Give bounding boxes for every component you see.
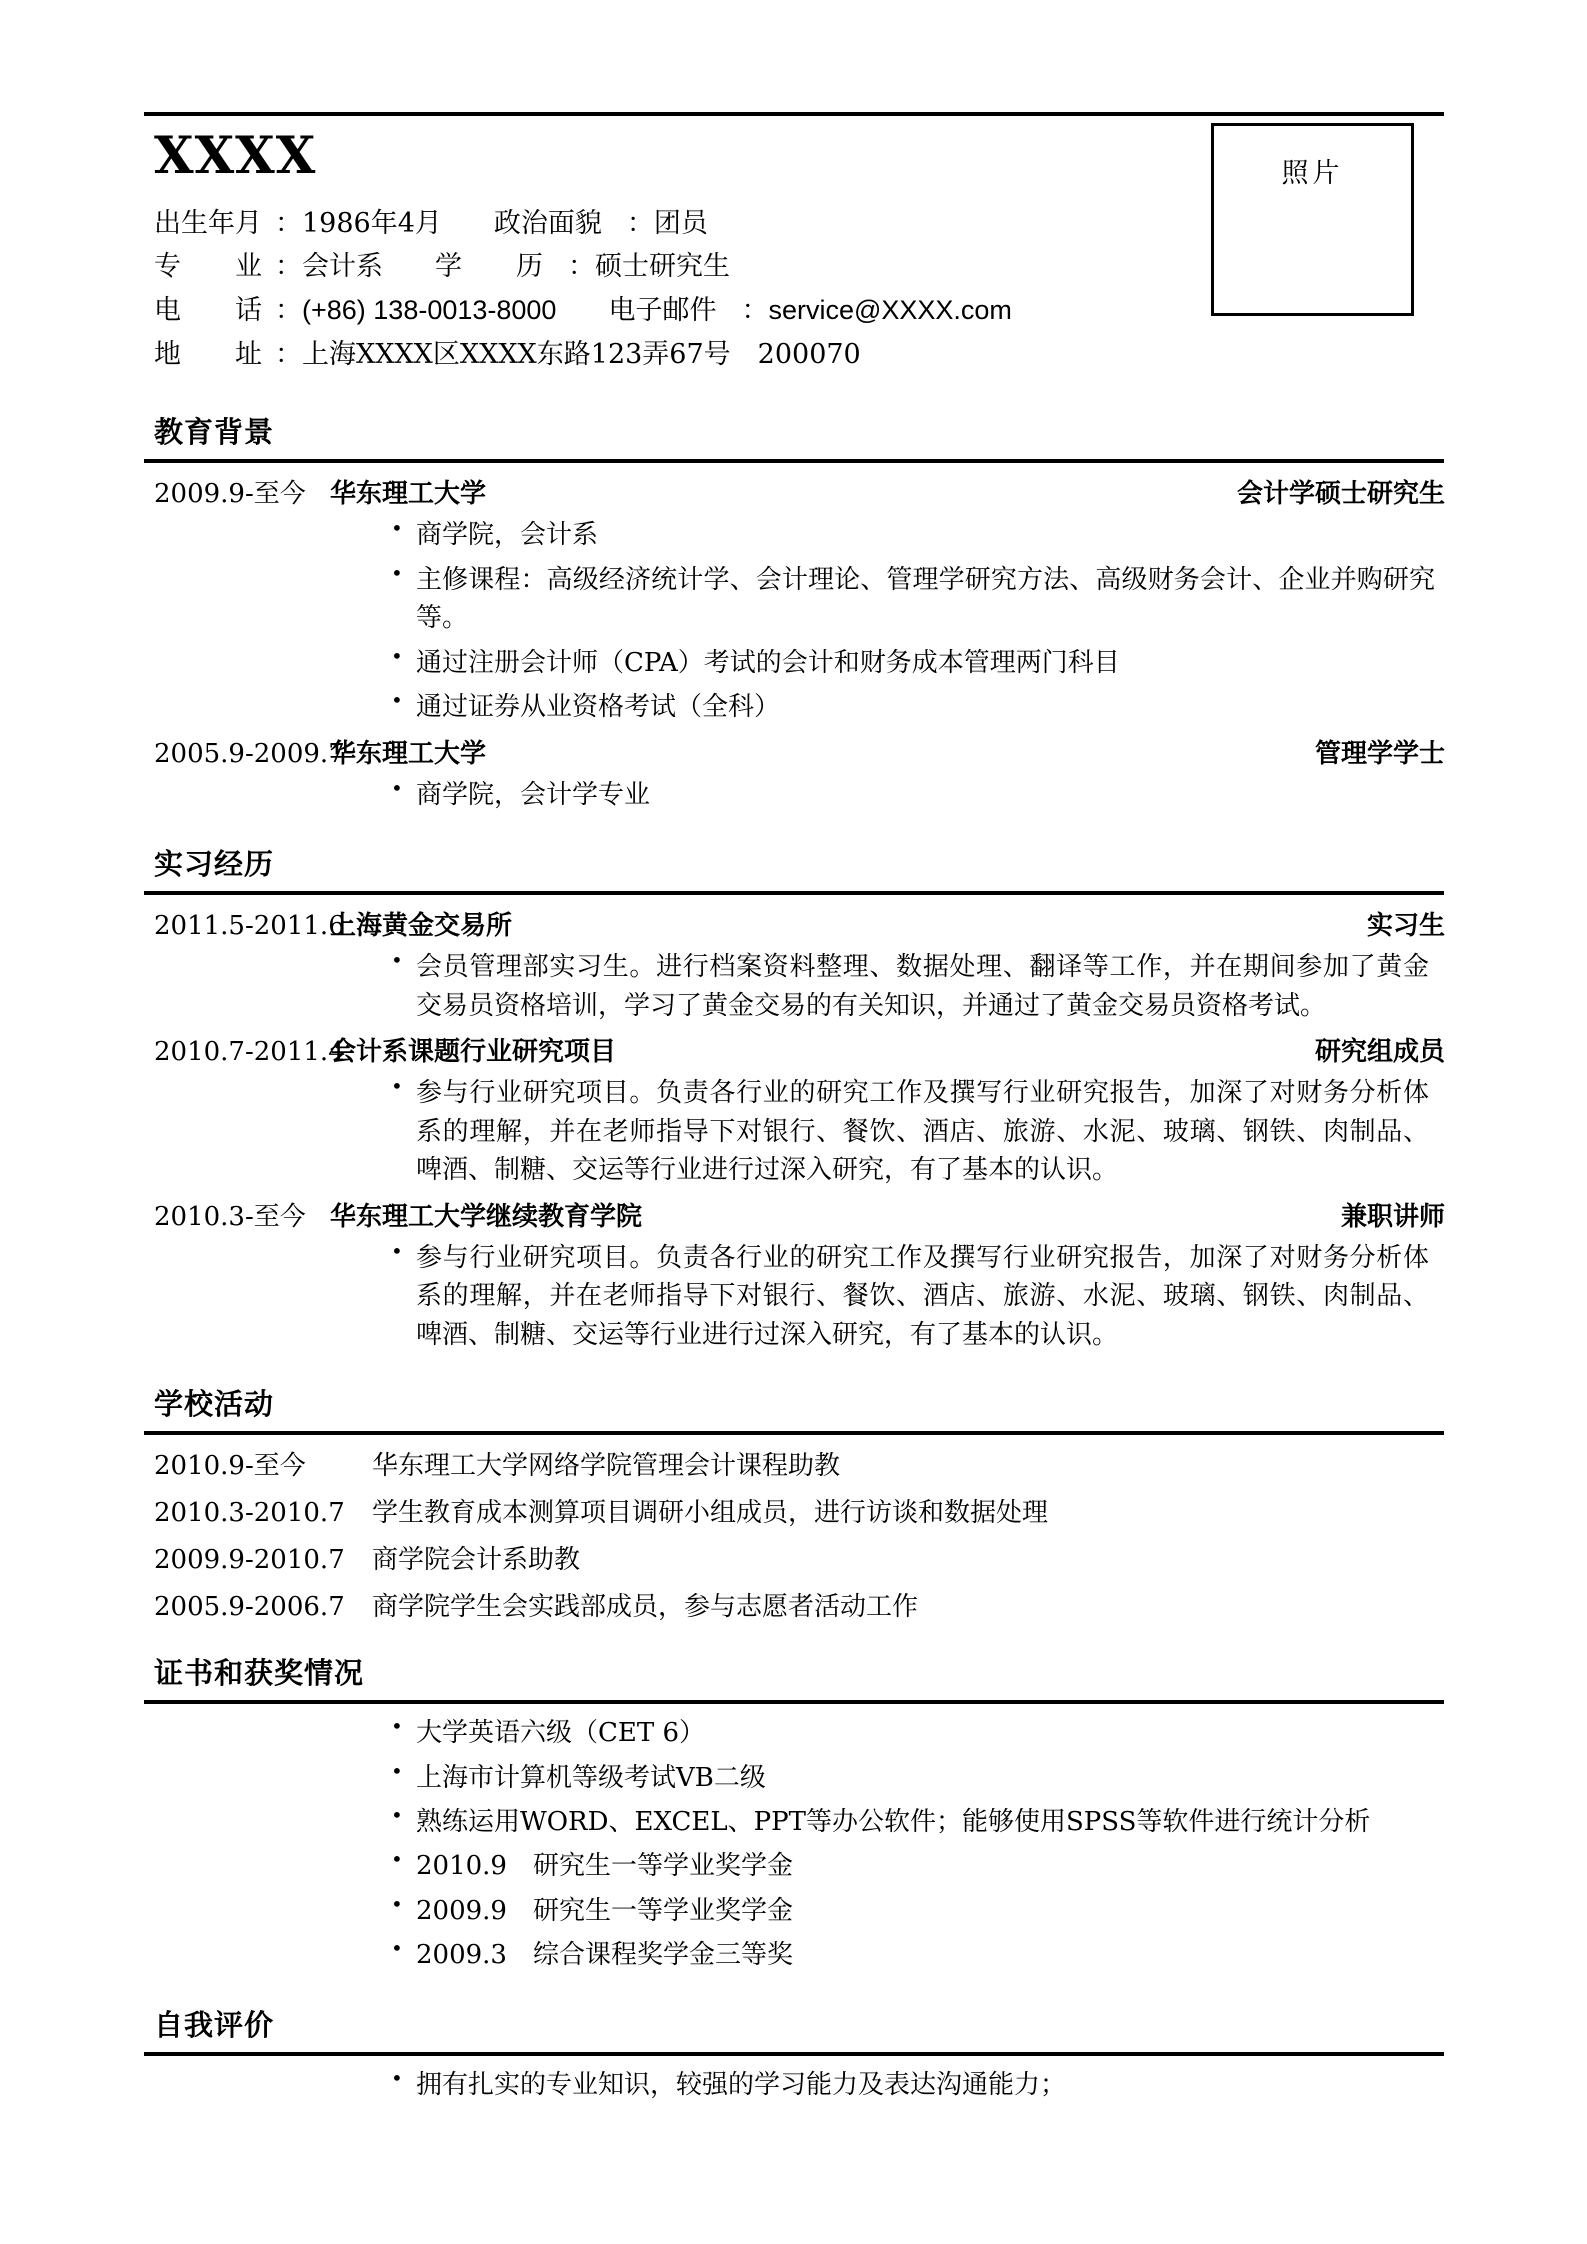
photo-placeholder-label: 照片: [1281, 158, 1344, 189]
activity-row: [154, 1539, 1447, 1576]
education-entry-org: 华东理工大学: [330, 479, 487, 510]
list-item: • 拥有扎实的专业知识，较强的学习能力及表达沟通能力；: [148, 2066, 1447, 2104]
list-item: • 大学英语六级（CET 6）: [148, 1714, 1447, 1752]
info-col-degree: [435, 245, 730, 289]
activity-date: 2009.9-2010.7: [154, 1545, 345, 1576]
self-evaluation-bullets: [148, 2066, 1447, 2104]
resume-header: [148, 116, 1447, 376]
internship-entry-date: 2010.3-至今: [154, 1201, 306, 1232]
birth-label: 出生年月 ：: [154, 207, 302, 239]
section-certificates: [148, 1651, 1447, 1975]
internship-entry-date: 2011.5-2011.6: [154, 911, 345, 942]
education-entry-org: 华东理工大学: [330, 738, 487, 769]
list-item: • 通过证券从业资格考试（全科）: [148, 688, 1447, 726]
internship-entry-role: 研究组成员: [1314, 1037, 1445, 1068]
degree-value: 硕士研究生: [595, 251, 730, 283]
list-item: • 上海市计算机等级考试VB二级: [148, 1759, 1447, 1797]
internship-entry-role: 兼职讲师: [1340, 1201, 1445, 1232]
list-item: • 2009.9 研究生一等学业奖学金: [148, 1892, 1447, 1930]
address-value: 上海XXXX区XXXX东路123弄67号 200070: [302, 338, 861, 370]
phone-label: 电 话 ：: [154, 295, 302, 327]
section-title-activities: 学校活动: [154, 1387, 275, 1422]
internship-entry-org: 上海黄金交易所: [330, 911, 513, 942]
activity-row: [154, 1445, 1447, 1482]
list-item: • 商学院，会计学专业: [148, 776, 1447, 814]
education-entry-date: 2005.9-2009.7: [154, 738, 345, 769]
section-divider-internship: [144, 891, 1444, 895]
major-label: 专 业 ：: [154, 251, 302, 283]
section-title-education: 教育背景: [154, 415, 275, 450]
internship-entry-date: 2010.7-2011.4: [154, 1037, 345, 1068]
education-entry-role: 会计学硕士研究生: [1236, 479, 1445, 510]
section-title-self-evaluation: 自我评价: [154, 2007, 275, 2042]
activity-date: 2005.9-2006.7: [154, 1592, 345, 1623]
info-row-address: [154, 333, 1447, 377]
list-item: • 会员管理部实习生。进行档案资料整理、数据处理、翻译等工作，并在期间参加了黄金交易员资格培训，学习了黄金交易的有关知识，并通过了黄金交易员资格考试。: [148, 948, 1447, 1025]
education-entry-head: [154, 473, 1447, 510]
activity-date: 2010.9-至今: [154, 1451, 306, 1482]
internship-entry-head: [154, 905, 1447, 942]
address-label: 地 址 ：: [154, 338, 302, 370]
internship-entry-org: 会计系课题行业研究项目: [330, 1037, 617, 1068]
list-item: • 熟练运用WORD、EXCEL、PPT等办公软件；能够使用SPSS等软件进行统计分析: [148, 1803, 1447, 1841]
section-divider-education: [144, 459, 1444, 463]
activity-row: [154, 1492, 1447, 1529]
political-value: 团员: [653, 207, 708, 239]
section-self-evaluation: [148, 2003, 1447, 2104]
section-title-certificates: 证书和获奖情况: [154, 1656, 365, 1691]
birth-value: 1986年4月: [302, 207, 442, 239]
major-value: 会计系: [302, 251, 383, 283]
list-item: • 商学院，会计系: [148, 516, 1447, 554]
info-col-political: [494, 202, 708, 246]
activity-row: [154, 1586, 1447, 1623]
email-value: service@XXXX.com: [768, 295, 1012, 326]
section-internship: [148, 842, 1447, 1354]
activity-text: 商学院学生会实践部成员，参与志愿者活动工作: [372, 1592, 919, 1623]
internship-entry-org: 华东理工大学继续教育学院: [330, 1201, 643, 1232]
internship-entry-bullets: [148, 1074, 1447, 1189]
education-entry-bullets: [148, 776, 1447, 814]
list-item: • 主修课程：高级经济统计学、会计理论、管理学研究方法、高级财务会计、企业并购研究等。: [148, 561, 1447, 638]
activity-text: 商学院会计系助教: [372, 1545, 581, 1576]
internship-entry-head: [154, 1031, 1447, 1068]
section-divider-certificates: [144, 1700, 1444, 1704]
list-item: • 2010.9 研究生一等学业奖学金: [148, 1847, 1447, 1885]
photo-placeholder-box: [1211, 123, 1414, 316]
section-activities: [148, 1382, 1447, 1623]
internship-entry-head: [154, 1196, 1447, 1233]
list-item: • 参与行业研究项目。负责各行业的研究工作及撰写行业研究报告，加深了对财务分析体系的理解，并在老师指导下对银行、餐饮、酒店、旅游、水泥、玻璃、钢铁、肉制品、啤酒、制糖、交运等行业进行过深入研究，有了基本的认识。: [148, 1074, 1447, 1189]
section-divider-activities: [144, 1431, 1444, 1435]
candidate-name: XXXX: [154, 126, 317, 186]
degree-label: 学 历 ：: [435, 251, 595, 283]
education-entry-bullets: [148, 516, 1447, 726]
info-col-email: [608, 289, 1011, 333]
internship-entry-bullets: [148, 948, 1447, 1025]
activity-text: 学生教育成本测算项目调研小组成员，进行访谈和数据处理: [372, 1498, 1049, 1529]
list-item: • 通过注册会计师（CPA）考试的会计和财务成本管理两门科目: [148, 644, 1447, 682]
phone-value: (+86) 138-0013-8000: [302, 295, 557, 326]
education-entry-head: [154, 733, 1447, 770]
activity-text: 华东理工大学网络学院管理会计课程助教: [372, 1451, 841, 1482]
political-label: 政治面貌 ：: [493, 207, 654, 239]
section-title-internship: 实习经历: [154, 847, 275, 882]
section-education: [148, 410, 1447, 814]
education-entry-date: 2009.9-至今: [154, 479, 306, 510]
internship-entry-bullets: [148, 1239, 1447, 1354]
education-entry-role: 管理学学士: [1314, 738, 1445, 769]
section-divider-self-evaluation: [144, 2052, 1444, 2056]
internship-entry-role: 实习生: [1366, 911, 1445, 942]
list-item: • 2009.3 综合课程奖学金三等奖: [148, 1936, 1447, 1974]
activity-date: 2010.3-2010.7: [154, 1498, 345, 1529]
certificates-bullets: [148, 1714, 1447, 1975]
list-item: • 参与行业研究项目。负责各行业的研究工作及撰写行业研究报告，加深了对财务分析体系的理解，并在老师指导下对银行、餐饮、酒店、旅游、水泥、玻璃、钢铁、肉制品、啤酒、制糖、交运等行业进行过深入研究，有了基本的认识。: [148, 1239, 1447, 1354]
email-label: 电子邮件 ：: [608, 295, 769, 327]
